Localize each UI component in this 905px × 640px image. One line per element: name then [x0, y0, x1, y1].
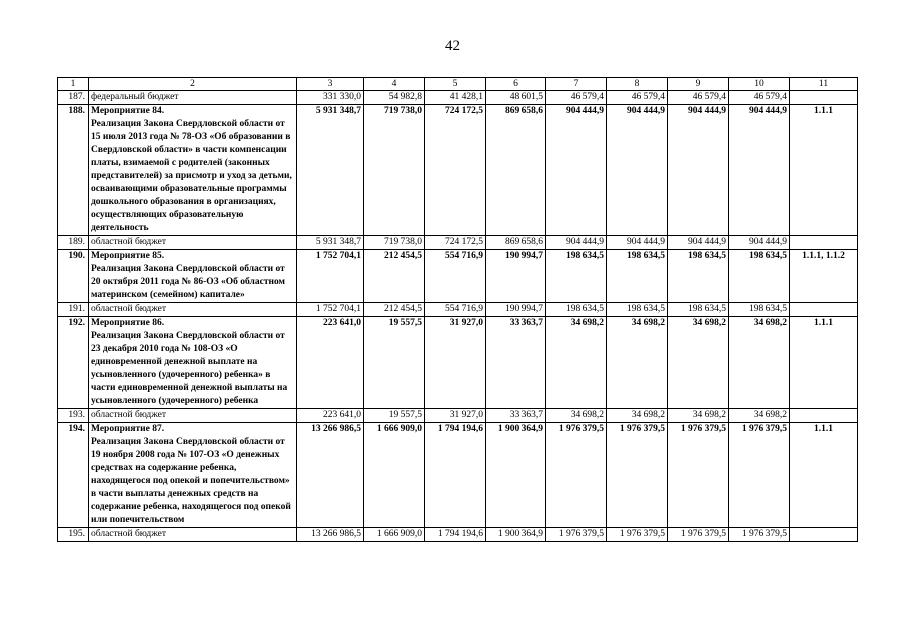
row-number: 195. — [58, 528, 89, 542]
page-number: 42 — [445, 38, 460, 54]
row-description: областной бюджет — [89, 409, 297, 423]
value-cell: 869 658,6 — [486, 236, 546, 250]
value-cell: 48 601,5 — [486, 91, 546, 105]
value-cell: 198 634,5 — [668, 303, 729, 317]
value-cell: 554 716,9 — [425, 250, 486, 303]
target-code — [790, 409, 858, 423]
value-cell: 223 641,0 — [297, 409, 364, 423]
value-cell: 46 579,4 — [668, 91, 729, 105]
table-row — [58, 236, 858, 250]
row-description: федеральный бюджет — [89, 91, 297, 105]
value-cell: 19 557,5 — [364, 409, 425, 423]
row-number: 192. — [58, 317, 89, 409]
value-cell: 1 666 909,0 — [364, 528, 425, 542]
value-cell: 904 444,9 — [607, 236, 668, 250]
row-description: Мероприятие 86. Реализация Закона Свердловской области от 23 декабря 2010 года № 108-ОЗ «О единовременной денежной выплате на усыновленного (удочеренного) ребенка» в части единовременной денежной выплаты на усыновленного (удочеренного) ребенка — [89, 317, 297, 409]
row-number: 188. — [58, 105, 89, 236]
table-row — [58, 250, 858, 303]
value-cell: 1 976 379,5 — [546, 423, 607, 528]
value-cell: 34 698,2 — [729, 317, 790, 409]
value-cell: 46 579,4 — [607, 91, 668, 105]
target-code — [790, 236, 858, 250]
value-cell: 33 363,7 — [486, 409, 546, 423]
row-description: областной бюджет — [89, 528, 297, 542]
row-number: 190. — [58, 250, 89, 303]
value-cell: 1 900 364,9 — [486, 528, 546, 542]
value-cell: 198 634,5 — [729, 303, 790, 317]
value-cell: 1 900 364,9 — [486, 423, 546, 528]
target-code — [790, 303, 858, 317]
table-row — [58, 528, 858, 542]
header-cell: 8 — [607, 78, 668, 91]
value-cell: 198 634,5 — [546, 250, 607, 303]
value-cell: 724 172,5 — [425, 105, 486, 236]
row-number: 194. — [58, 423, 89, 528]
value-cell: 719 738,0 — [364, 105, 425, 236]
value-cell: 190 994,7 — [486, 250, 546, 303]
table-row — [58, 91, 858, 105]
target-code: 1.1.1 — [790, 423, 858, 528]
row-description: Мероприятие 85. Реализация Закона Свердловской области от 20 октября 2011 года № 86-ОЗ «Об областном материнском (семейном) капитале» — [89, 250, 297, 303]
row-description: Мероприятие 84. Реализация Закона Свердловской области от 15 июля 2013 года № 78-ОЗ «Об образовании в Свердловской области» в части компенсации платы, взимаемой с родителей (законных представителей) за присмотр и уход за детьми, осваивающими образовательные программы дошкольного образования в организациях, осуществляющих образовательную деятельность — [89, 105, 297, 236]
value-cell: 1 976 379,5 — [729, 423, 790, 528]
header-cell: 10 — [729, 78, 790, 91]
value-cell: 190 994,7 — [486, 303, 546, 317]
value-cell: 33 363,7 — [486, 317, 546, 409]
value-cell: 904 444,9 — [668, 105, 729, 236]
header-cell: 7 — [546, 78, 607, 91]
value-cell: 904 444,9 — [546, 236, 607, 250]
row-description: областной бюджет — [89, 303, 297, 317]
value-cell: 19 557,5 — [364, 317, 425, 409]
value-cell: 904 444,9 — [546, 105, 607, 236]
value-cell: 904 444,9 — [607, 105, 668, 236]
header-cell: 5 — [425, 78, 486, 91]
value-cell: 1 976 379,5 — [546, 528, 607, 542]
value-cell: 34 698,2 — [546, 409, 607, 423]
table-row — [58, 317, 858, 409]
table-row — [58, 303, 858, 317]
row-number: 189. — [58, 236, 89, 250]
value-cell: 1 794 194,6 — [425, 528, 486, 542]
value-cell: 34 698,2 — [729, 409, 790, 423]
value-cell: 1 976 379,5 — [607, 528, 668, 542]
value-cell: 331 330,0 — [297, 91, 364, 105]
table-row — [58, 409, 858, 423]
row-number: 187. — [58, 91, 89, 105]
target-code — [790, 91, 858, 105]
value-cell: 1 794 194,6 — [425, 423, 486, 528]
value-cell: 198 634,5 — [607, 303, 668, 317]
header-cell: 6 — [486, 78, 546, 91]
table-header-row — [58, 78, 858, 91]
header-cell: 11 — [790, 78, 858, 91]
header-cell: 9 — [668, 78, 729, 91]
value-cell: 1 976 379,5 — [668, 423, 729, 528]
value-cell: 31 927,0 — [425, 317, 486, 409]
row-number: 193. — [58, 409, 89, 423]
table-body — [58, 78, 858, 542]
value-cell: 904 444,9 — [729, 105, 790, 236]
row-description: областной бюджет — [89, 236, 297, 250]
budget-table — [57, 77, 858, 542]
value-cell: 212 454,5 — [364, 303, 425, 317]
value-cell: 198 634,5 — [546, 303, 607, 317]
header-cell: 3 — [297, 78, 364, 91]
value-cell: 1 752 704,1 — [297, 250, 364, 303]
value-cell: 904 444,9 — [729, 236, 790, 250]
value-cell: 34 698,2 — [607, 409, 668, 423]
target-code: 1.1.1 — [790, 317, 858, 409]
value-cell: 719 738,0 — [364, 236, 425, 250]
value-cell: 1 666 909,0 — [364, 423, 425, 528]
value-cell: 5 931 348,7 — [297, 105, 364, 236]
value-cell: 34 698,2 — [668, 317, 729, 409]
value-cell: 724 172,5 — [425, 236, 486, 250]
value-cell: 13 266 986,5 — [297, 528, 364, 542]
value-cell: 212 454,5 — [364, 250, 425, 303]
value-cell: 46 579,4 — [546, 91, 607, 105]
value-cell: 54 982,8 — [364, 91, 425, 105]
value-cell: 34 698,2 — [546, 317, 607, 409]
row-description: Мероприятие 87. Реализация Закона Свердловской области от 19 ноября 2008 года № 107-ОЗ «О денежных средствах на содержание ребенка, находящегося под опекой и попечительством» в части выплаты денежных средств на содержание ребенка, находящегося под опекой или попечительством — [89, 423, 297, 528]
header-cell: 4 — [364, 78, 425, 91]
value-cell: 198 634,5 — [729, 250, 790, 303]
value-cell: 554 716,9 — [425, 303, 486, 317]
value-cell: 198 634,5 — [668, 250, 729, 303]
value-cell: 1 752 704,1 — [297, 303, 364, 317]
table-row — [58, 423, 858, 528]
row-number: 191. — [58, 303, 89, 317]
value-cell: 31 927,0 — [425, 409, 486, 423]
value-cell: 1 976 379,5 — [729, 528, 790, 542]
value-cell: 5 931 348,7 — [297, 236, 364, 250]
value-cell: 1 976 379,5 — [607, 423, 668, 528]
value-cell: 223 641,0 — [297, 317, 364, 409]
value-cell: 34 698,2 — [607, 317, 668, 409]
table-row — [58, 105, 858, 236]
value-cell: 904 444,9 — [668, 236, 729, 250]
value-cell: 34 698,2 — [668, 409, 729, 423]
header-cell: 2 — [89, 78, 297, 91]
target-code — [790, 528, 858, 542]
value-cell: 198 634,5 — [607, 250, 668, 303]
header-cell: 1 — [58, 78, 89, 91]
target-code: 1.1.1 — [790, 105, 858, 236]
value-cell: 13 266 986,5 — [297, 423, 364, 528]
value-cell: 1 976 379,5 — [668, 528, 729, 542]
target-code: 1.1.1, 1.1.2 — [790, 250, 858, 303]
value-cell: 46 579,4 — [729, 91, 790, 105]
value-cell: 869 658,6 — [486, 105, 546, 236]
value-cell: 41 428,1 — [425, 91, 486, 105]
